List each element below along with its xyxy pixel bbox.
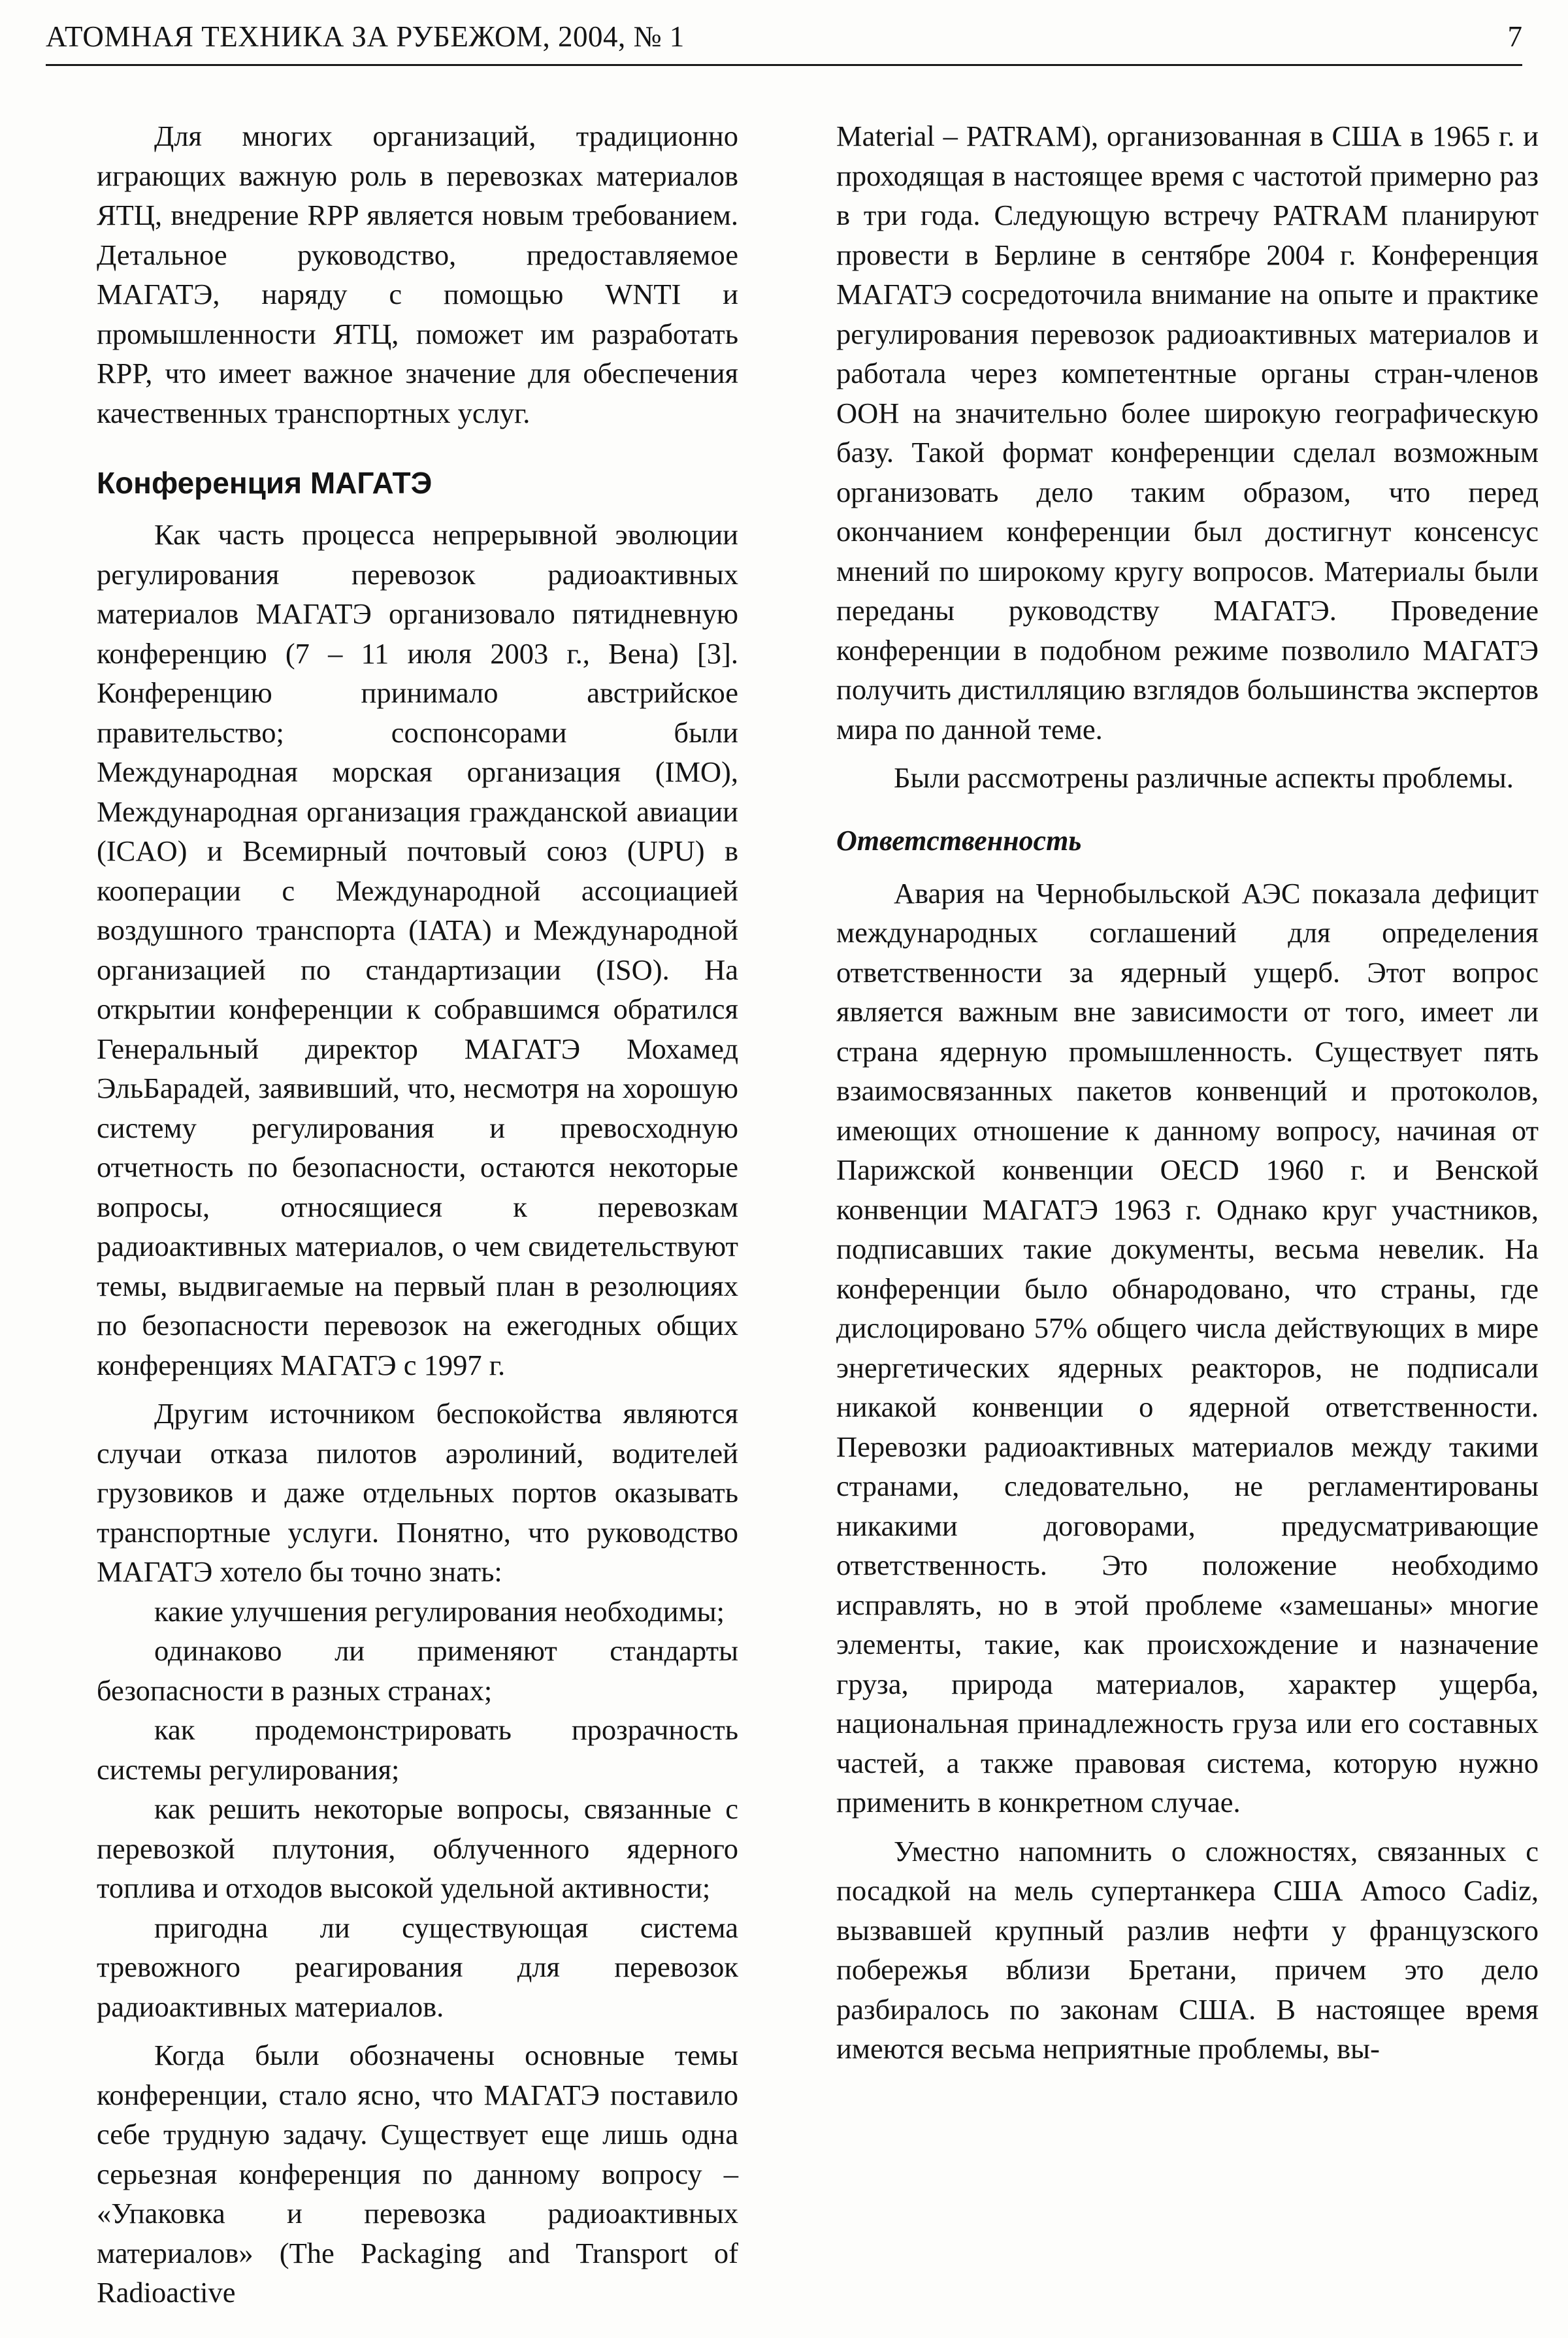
paragraph-intro: Для многих организаций, традиционно играющих важную роль в перевозках материалов ЯТЦ, внедрение RPP является новым требованием. Детальное руководство, предоставляемое МАГАТЭ, наряду с помощью WNTI и промышленности ЯТЦ, поможет им разработать RPP, что имеет важное значение для обеспечения качественных транспортных услуг. [97, 120, 738, 429]
right-column [836, 116, 1539, 2069]
list-item: как решить некоторые вопросы, связанные с перевозкой плутония, облученного ядерного топлива и отходов высокой удельной активности; [97, 1792, 738, 1904]
subsection-heading: Ответственность [836, 824, 1082, 857]
list-item: как продемонстрировать прозрачность системы регулирования; [97, 1713, 738, 1786]
left-column [97, 116, 738, 2313]
paragraph-aspects: Были рассмотрены различные аспекты проблемы. [894, 761, 1514, 794]
running-header [46, 9, 1522, 66]
list-item: какие улучшения регулирования необходимы; [154, 1594, 725, 1628]
list-item: пригодна ли существующая система тревожного реагирования для перевозок радиоактивных материалов. [97, 1911, 738, 2023]
paragraph-conference: Как часть процесса непрерывной эволюции регулирования перевозок радиоактивных материалов МАГАТЭ организовало пятидневную конференцию (7 – 11 июля 2003 г., Вена) [3]. Конференцию принимало австрийское правительство; соспонсорами были Международная морская организация (IMO), Международная организация гражданской авиации (ICAO) и Всемирный почтовый союз (UPU) в кооперации с Международной ассоциацией воздушного транспорта (IATA) и Международной организацией по стандартизации (ISO). На открытии конференции к собравшимся обратился Генеральный директор МАГАТЭ Мохамед ЭльБарадей, заявивший, что, несмотря на хорошую систему регулирования и превосходную отчетность по безопасности, остаются некоторые вопросы, относящиеся к перевозкам радиоактивных материалов, о чем свидетельствуют темы, выдвигаемые на первый план в резолюциях по безопасности перевозок на ежегодных общих конференциях МАГАТЭ с 1997 г. [97, 518, 738, 1381]
list-item: одинаково ли применяют стандарты безопасности в разных странах; [97, 1634, 738, 1707]
section-heading: Конференция МАГАТЭ [97, 466, 433, 500]
paragraph-concern: Другим источником беспокойства являются случаи отказа пилотов аэролиний, водителей грузовиков и даже отдельных портов оказывать транспортные услуги. Понятно, что руководство МАГАТЭ хотело бы точно знать: [97, 1397, 738, 1588]
journal-title: АТОМНАЯ ТЕХНИКА ЗА РУБЕЖОМ, 2004, № 1 [46, 20, 685, 53]
paragraph-liability: Авария на Чернобыльской АЭС показала дефицит международных соглашений для определения ответственности за ядерный ущерб. Этот вопрос является важным вне зависимости от того, имеет ли страна ядерную промышленность. Существует пять взаимосвязанных пакетов конвенций и протоколов, имеющих отношение к данному вопросу, начиная от Парижской конвенции OECD 1960 г. и Венской конвенции МАГАТЭ 1963 г. Однако круг участников, подписавших такие документы, весьма невелик. На конференции было обнародовано, что страны, где дислоцировано 57% общего числа действующих в мире энергетических ядерных реакторов, не подписали никакой конвенции о ядерной ответственности. Перевозки радиоактивных материалов между такими странами, следовательно, не регламентированы никакими договорами, предусматривающие ответственность. Это положение необходимо исправлять, но в этой проблеме «замешаны» многие элементы, такие, как происхождение и назначение груза, природа материалов, характер ущерба, национальная принадлежность груза или его составных частей, а также правовая система, которую нужно применить в конкретном случае. [836, 876, 1539, 1819]
paragraph-themes: Когда были обозначены основные темы конференции, стало ясно, что МАГАТЭ поставило себе трудную задачу. Существует еще лишь одна серьезная конференция по данному вопросу – «Упаковка и перевозка радиоактивных материалов» (The Packaging and Transport of Radioactive [97, 2039, 738, 2309]
paragraph-patram: Material – PATRAM), организованная в США в 1965 г. и проходящая в настоящее время с частотой примерно раз в три года. Следующую встречу PATRAM планируют провести в Берлине в сентябре 2004 г. Конференция МАГАТЭ сосредоточила внимание на опыте и практике регулирования перевозок радиоактивных материалов и работала через компетентные органы стран-членов ООН на значительно более широкую географическую базу. Такой формат конференции сделал возможным организовать дело таким образом, что перед окончанием конференции был достигнут консенсус мнений по широкому кругу вопросов. Материалы были переданы руководству МАГАТЭ. Проведение конференции в подобном режиме позволило МАГАТЭ получить дистилляцию взглядов большинства экспертов мира по данной теме. [836, 120, 1539, 746]
paragraph-amoco: Уместно напомнить о сложностях, связанных с посадкой на мель супертанкера США Amoco Cadiz, вызвавшей крупный разлив нефти у французского побережья вблизи Бретани, причем это дело разбиралось по законам США. В настоящее время имеются весьма неприятные проблемы, вы- [836, 1834, 1539, 2065]
page-number: 7 [1507, 20, 1522, 53]
